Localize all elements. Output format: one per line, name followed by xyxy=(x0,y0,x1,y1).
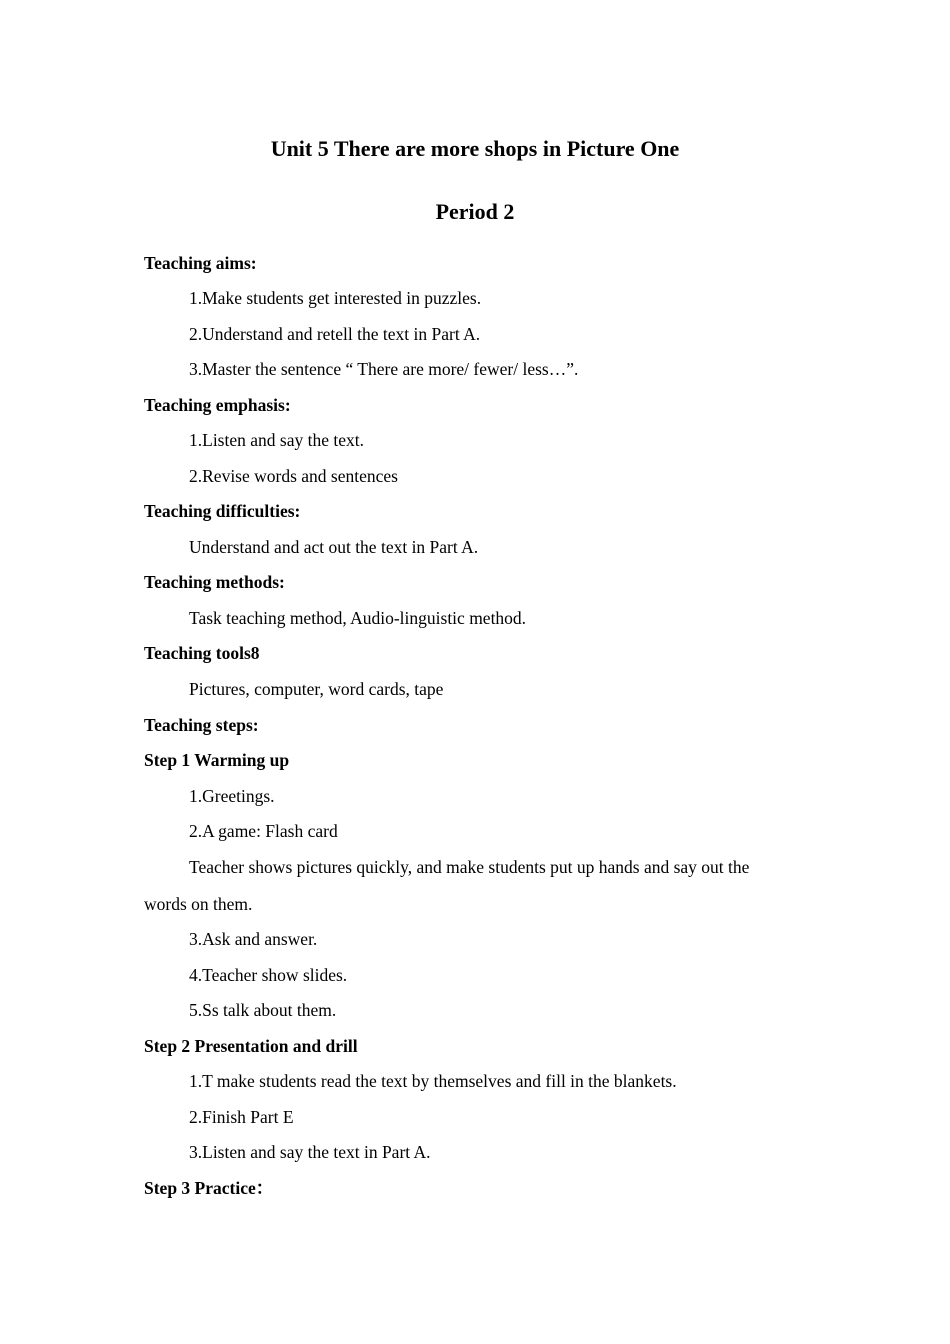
aims-item-1: 1.Make students get interested in puzzles. xyxy=(189,288,482,308)
emphasis-item-2: 2.Revise words and sentences xyxy=(189,466,398,486)
aims-item-3: 3.Master the sentence “ There are more/ fewer/ less…”. xyxy=(189,359,579,379)
aims-item-2: 2.Understand and retell the text in Part A. xyxy=(189,324,481,344)
step-1-heading: Step 1 Warming up xyxy=(144,750,290,770)
emphasis-item-1: 1.Listen and say the text. xyxy=(189,430,364,450)
step-1-item-2: 2.A game: Flash card xyxy=(189,821,338,841)
tools-text: Pictures, computer, word cards, tape xyxy=(189,679,444,699)
step-1-item-4: 4.Teacher show slides. xyxy=(189,965,348,985)
section-heading-steps: Teaching steps: xyxy=(144,715,259,735)
difficulties-text: Understand and act out the text in Part A. xyxy=(189,537,479,557)
step-2-item-3: 3.Listen and say the text in Part A. xyxy=(189,1142,431,1162)
step-1-paragraph-line-1: Teacher shows pictures quickly, and make students put up hands and say out the xyxy=(189,857,750,877)
step-1-paragraph-line-2: words on them. xyxy=(144,894,253,914)
methods-text: Task teaching method, Audio-linguistic method. xyxy=(189,608,527,628)
section-heading-difficulties: Teaching difficulties: xyxy=(144,501,301,521)
step-3-heading: Step 3 Practice： xyxy=(144,1178,274,1198)
document-subtitle: Period 2 xyxy=(435,199,515,224)
step-1-item-1: 1.Greetings. xyxy=(189,786,275,806)
step-2-item-2: 2.Finish Part E xyxy=(189,1107,294,1127)
step-1-item-3: 3.Ask and answer. xyxy=(189,929,318,949)
section-heading-tools: Teaching tools8 xyxy=(144,643,260,663)
document-title: Unit 5 There are more shops in Picture One xyxy=(270,136,680,161)
section-heading-aims: Teaching aims: xyxy=(144,253,257,273)
step-2-item-1: 1.T make students read the text by themselves and fill in the blankets. xyxy=(189,1071,677,1091)
step-2-heading: Step 2 Presentation and drill xyxy=(144,1036,358,1056)
step-1-item-5: 5.Ss talk about them. xyxy=(189,1000,337,1020)
section-heading-methods: Teaching methods: xyxy=(144,572,285,592)
section-heading-emphasis: Teaching emphasis: xyxy=(144,395,291,415)
